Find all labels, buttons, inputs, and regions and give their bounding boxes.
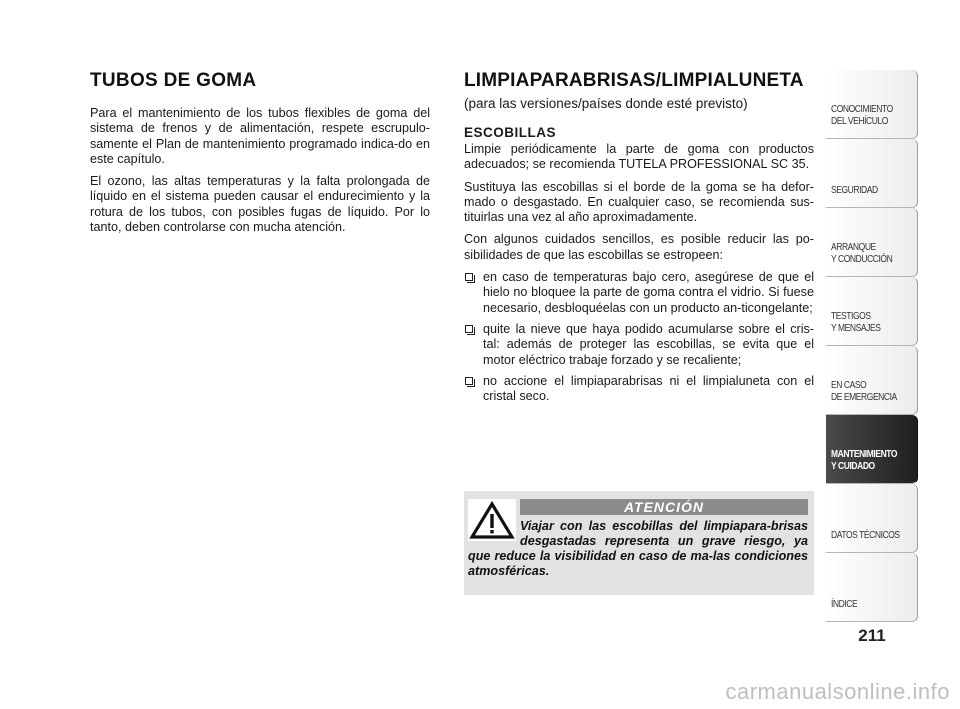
tab-label: DATOS TÉCNICOS	[831, 530, 900, 541]
subsection-title-escobillas: ESCOBILLAS	[464, 125, 557, 140]
warning-header: ATENCIÓN	[520, 499, 808, 515]
tab-conocimiento[interactable]	[826, 70, 918, 139]
left-column	[90, 70, 430, 242]
section-subtitle: (para las versiones/países donde esté previsto)	[464, 96, 748, 111]
list-item	[464, 270, 814, 316]
tab-label: ÍNDICE	[831, 599, 858, 610]
warning-text	[468, 519, 808, 579]
paragraph: Para el mantenimiento de los tubos flexibles de goma del sistema de frenos y de alimentación, respete escrupulo-samente el Plan de mantenimiento programado indica-do en este capítulo.	[90, 106, 430, 166]
list-item	[464, 374, 814, 405]
tab-label: ARRANQUE Y CONDUCCIÓN	[831, 242, 893, 265]
paragraph: Sustituya las escobillas si el borde de la goma se ha defor-mado o desgastado. En cualquier caso, se recomienda sus-tituirlas una vez al año aproximadamente.	[464, 179, 814, 225]
tab-mantenimiento[interactable]	[826, 415, 918, 484]
tab-arranque[interactable]	[826, 208, 918, 277]
right-column	[464, 70, 814, 410]
tab-label: EN CASO DE EMERGENCIA	[831, 380, 897, 403]
paragraph: Con algunos cuidados sencillos, es posible reducir las po-sibilidades de que las escobillas se estropeen:	[464, 232, 814, 262]
checkbox-bullet-icon	[465, 273, 473, 281]
paragraph: Limpie periódicamente la parte de goma con productos adecuados; se recomienda TUTELA PROFESSIONAL SC 35.	[464, 142, 814, 172]
section-title-tubos: TUBOS DE GOMA	[90, 70, 257, 91]
chapter-tabs	[826, 70, 918, 622]
list-item	[464, 322, 814, 368]
tab-datos-tecnicos[interactable]	[826, 484, 918, 553]
bullet-list	[464, 270, 814, 404]
checkbox-bullet-icon	[465, 325, 473, 333]
tab-label: SEGURIDAD	[831, 185, 878, 196]
paragraph: El ozono, las altas temperaturas y la falta prolongada de líquido en el sistema pueden causar el endurecimiento y la rotura de los tubos, con posibles fugas de líquido. Por lo tanto, deben controlarse con mucha atención.	[90, 174, 430, 235]
tab-label: CONOCIMIENTO DEL VEHÍCULO	[831, 104, 893, 127]
checkbox-bullet-icon	[465, 377, 473, 385]
section-title-limpiaparabrisas: LIMPIAPARABRISAS/LIMPIALUNETA	[464, 70, 804, 91]
warning-text-content: Viajar con las escobillas del limpiapara-brisas desgastadas representa un grave riesgo, ya que reduce la visibilidad en caso de ma-las condiciones atmosféricas.	[468, 519, 808, 578]
page-number: 211	[858, 626, 886, 645]
watermark: carmanualsonline.info	[725, 679, 950, 704]
warning-box	[464, 491, 814, 595]
list-item-text: quite la nieve que haya podido acumularse sobre el cris-tal: además de proteger las escobillas, se evita que el motor eléctrico trabaje forzado y se recaliente;	[483, 321, 814, 367]
list-item-text: no accione el limpiaparabrisas ni el limpialuneta con el cristal seco.	[483, 373, 814, 404]
tab-indice[interactable]	[826, 553, 918, 622]
tab-emergencia[interactable]	[826, 346, 918, 415]
list-item-text: en caso de temperaturas bajo cero, asegúrese de que el hielo no bloquee la parte de goma contra el vidrio. Si fuese necesario, desbloquéelas con un producto an-ticongelante;	[483, 270, 814, 315]
tab-label: TESTIGOS Y MENSAJES	[831, 311, 881, 334]
tab-label: MANTENIMIENTO Y CUIDADO	[831, 449, 898, 472]
tab-seguridad[interactable]	[826, 139, 918, 208]
tab-testigos[interactable]	[826, 277, 918, 346]
